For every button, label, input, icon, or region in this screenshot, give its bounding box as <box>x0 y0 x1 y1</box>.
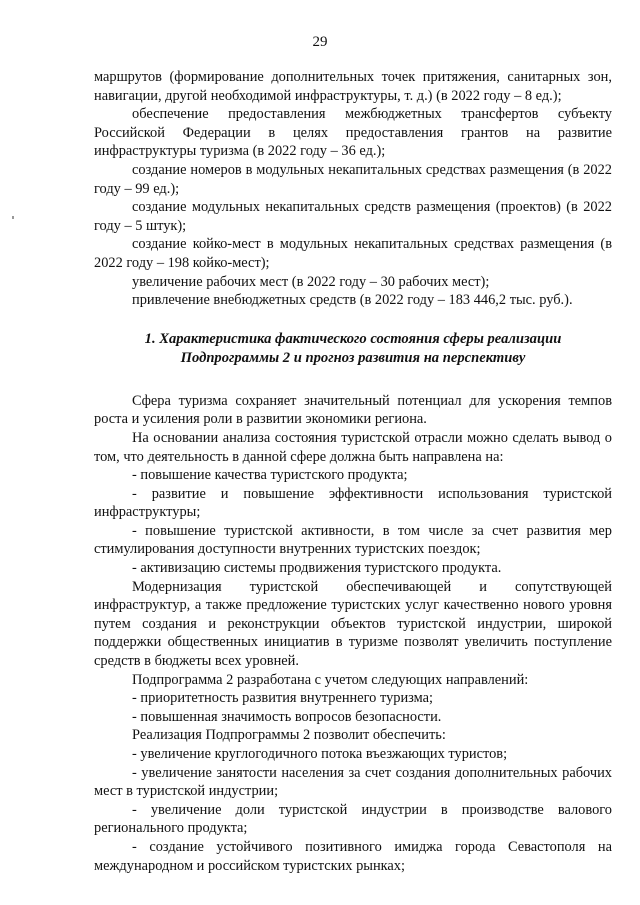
paragraph: Модернизация туристской обеспечивающей и сопутствующей инфраструктур, а также предложение туристских услуг качественно нового уровня путем создания и реконструкции объектов туристской индустрии, широкой поддержки общественных инициатив в туризме позволят увеличить поступление средств в бюджеты всех уровней. <box>94 578 612 670</box>
page-number: 29 <box>312 34 328 50</box>
paragraph: Сфера туризма сохраняет значительный потенциал для ускорения темпов роста и усиления роли в развитии экономики региона. <box>94 392 612 428</box>
list-item: - увеличение занятости населения за счет создания дополнительных рабочих мест в туристской индустрии; <box>94 764 612 800</box>
page-content <box>94 68 612 875</box>
section-heading-line-2: Подпрограммы 2 и прогноз развития на перспективу <box>180 349 526 366</box>
paragraph-modular-facilities: создание модульных некапитальных средств размещения (проектов) (в 2022 году – 5 штук); <box>94 199 612 234</box>
paragraph-transfers: обеспечение предоставления межбюджетных трансфертов субъекту Российской Федерации в целях предоставления грантов на развитие инфраструктуры туризма (в 2022 году – 36 ед.); <box>94 106 612 160</box>
list-item: - повышение качества туристского продукта; <box>132 467 408 484</box>
paragraph-routes: маршрутов (формирование дополнительных точек притяжения, санитарных зон, навигации, другой необходимой инфраструктуры, т. д.) (в 2022 году – 8 ед.); <box>94 69 612 104</box>
paragraph-rooms: создание номеров в модульных некапитальных средствах размещения (в 2022 году – 99 ед.); <box>94 161 612 197</box>
section-heading-line-1: 1. Характеристика фактического состояния сферы реализации <box>144 330 562 347</box>
list-item: - увеличение доли туристской индустрии в производстве валового регионального продукта; <box>94 801 612 837</box>
paragraph-extrabudgetary: привлечение внебюджетных средств (в 2022 году – 183 446,2 тыс. руб.). <box>132 292 573 309</box>
list-item: - приоритетность развития внутреннего туризма; <box>132 690 434 707</box>
section-heading <box>94 330 612 368</box>
list-item: - увеличение круглогодичного потока въезжающих туристов; <box>132 746 508 762</box>
list-item: - создание устойчивого позитивного имиджа города Севастополя на международном и российском туристских рынках; <box>94 838 612 874</box>
paragraph-jobs: увеличение рабочих мест (в 2022 году – 30 рабочих мест); <box>132 273 490 290</box>
paragraph: Подпрограмма 2 разработана с учетом следующих направлений: <box>132 671 529 688</box>
list-item: - повышенная значимость вопросов безопасности. <box>132 708 442 725</box>
list-item: - повышение туристской активности, в том числе за счет развития мер стимулирования доступности внутренних туристских поездок; <box>94 522 612 558</box>
scan-speck <box>12 216 14 219</box>
list-item: - развитие и повышение эффективности использования туристской инфраструктуры; <box>94 485 612 521</box>
paragraph: Реализация Подпрограммы 2 позволит обеспечить: <box>132 727 446 744</box>
paragraph-beds: создание койко-мест в модульных некапитальных средствах размещения (в 2022 году – 198 койко-мест); <box>94 236 612 271</box>
list-item: - активизацию системы продвижения туристского продукта. <box>132 560 502 577</box>
paragraph: На основании анализа состояния туристской отрасли можно сделать вывод о том, что деятельность в данной сфере должна быть направлена на: <box>94 429 612 465</box>
